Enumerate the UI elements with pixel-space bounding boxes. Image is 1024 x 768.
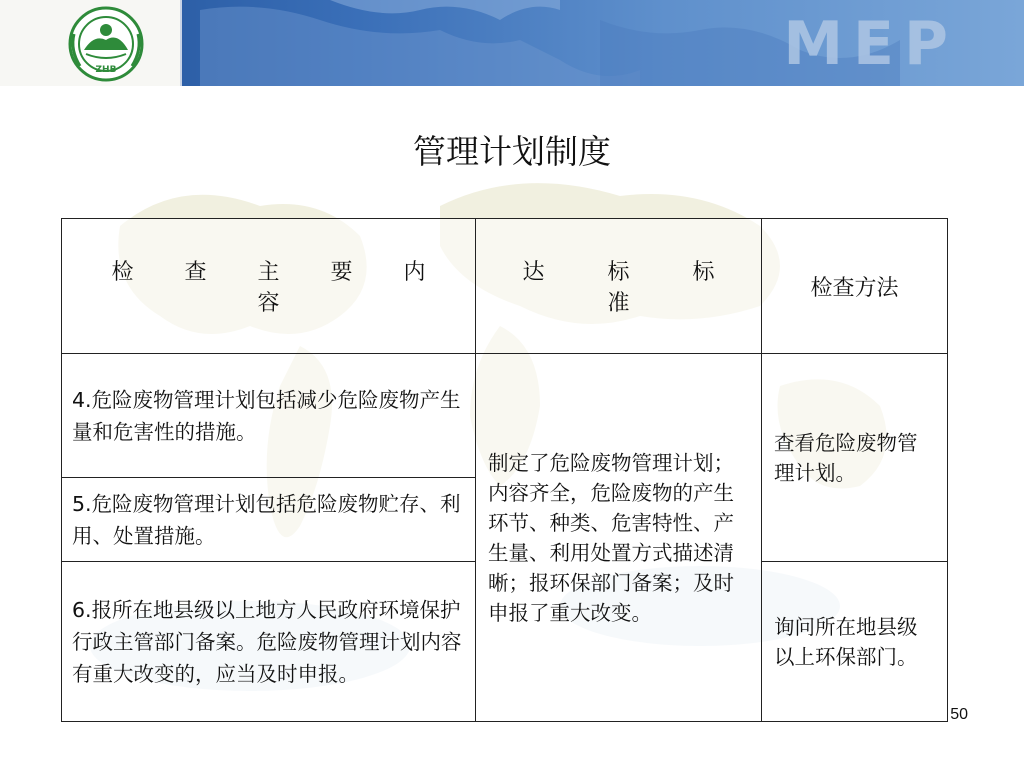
logo-area — [0, 0, 182, 86]
table-row — [62, 354, 948, 478]
logo-text: ZHB — [95, 65, 117, 75]
item-text: 危险废物管理计划包括减少危险废物产生量和危害性的措施。 — [72, 387, 461, 444]
inspection-item-5 — [62, 478, 476, 562]
compliance-standard: 制定了危险废物管理计划；内容齐全，危险废物的产生环节、种类、危害特性、产生量、利用处置方式描述清晰；报环保部门备案；及时申报了重大改变。 — [476, 354, 762, 722]
table-header-row — [62, 219, 948, 354]
item-number: 6. — [72, 597, 92, 622]
item-number: 4. — [72, 387, 92, 412]
inspection-item-6 — [62, 562, 476, 722]
inspection-item-4 — [62, 354, 476, 478]
brand-watermark: MEP — [783, 9, 958, 79]
inspection-method-1: 查看危险废物管理计划。 — [762, 354, 948, 562]
column-header-standard: 达 标 标 准 — [476, 219, 762, 354]
column-header-method: 检查方法 — [762, 219, 948, 354]
item-number: 5. — [72, 491, 92, 516]
header-banner — [0, 0, 1024, 86]
inspection-method-2: 询问所在地县级以上环保部门。 — [762, 562, 948, 722]
page-title: 管理计划制度 — [413, 132, 611, 171]
inspection-table — [61, 218, 948, 722]
column-header-content: 检 查 主 要 内 容 — [62, 219, 476, 354]
zhb-logo-icon — [64, 4, 148, 84]
item-text: 报所在地县级以上地方人民政府环境保护行政主管部门备案。危险废物管理计划内容有重大改变的，应当及时申报。 — [72, 597, 462, 686]
item-text: 危险废物管理计划包括危险废物贮存、利用、处置措施。 — [72, 491, 461, 548]
page-number: 50 — [950, 706, 968, 723]
